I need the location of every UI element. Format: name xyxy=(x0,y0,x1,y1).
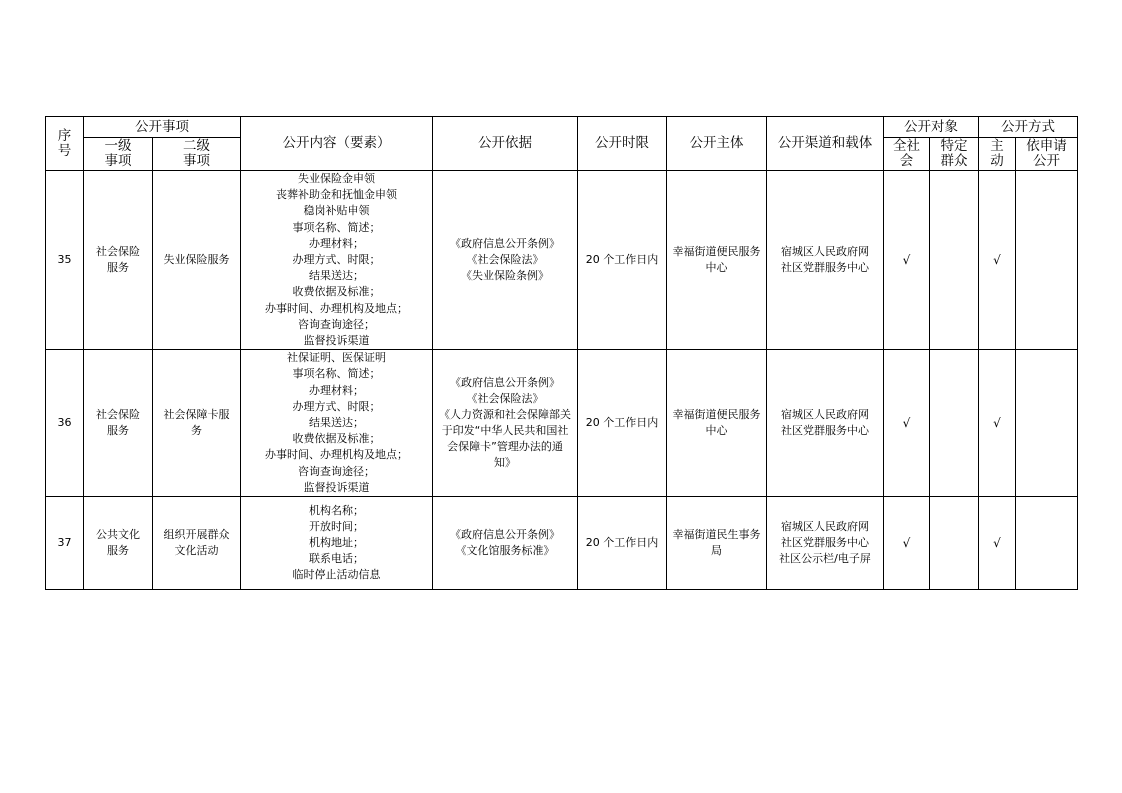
header-target: 公开对象 xyxy=(884,117,979,138)
row-time-limit: 20 个工作日内 xyxy=(578,497,667,590)
row-active-check: √ xyxy=(979,171,1016,350)
row-channel: 宿城区人民政府网 社区党群服务中心 社区公示栏/电子屏 xyxy=(767,497,884,590)
row-level1: 社会保险服务 xyxy=(84,171,153,350)
row-level2: 社会保障卡服务 xyxy=(153,350,241,497)
disclosure-table xyxy=(45,116,1078,590)
row-basis: 《政府信息公开条例》 《社会保险法》 《人力资源和社会保障部关于印发“中华人民共和国社会保障卡”管理办法的通知》 xyxy=(433,350,578,497)
row-level2: 组织开展群众文化活动 xyxy=(153,497,241,590)
header-seq: 序号 xyxy=(46,117,84,171)
row-apply-check xyxy=(1016,350,1078,497)
row-level1: 社会保险服务 xyxy=(84,350,153,497)
row-all-society-check: √ xyxy=(884,171,930,350)
row-channel: 宿城区人民政府网 社区党群服务中心 xyxy=(767,171,884,350)
header-level2: 二级事项 xyxy=(153,138,241,171)
row-level2: 失业保险服务 xyxy=(153,171,241,350)
header-method-active: 主动 xyxy=(979,138,1016,171)
header-time-limit: 公开时限 xyxy=(578,117,667,171)
row-subject: 幸福街道便民服务中心 xyxy=(667,171,767,350)
header-target-specific: 特定群众 xyxy=(930,138,979,171)
table-row xyxy=(46,350,1078,497)
header-method-apply: 依申请公开 xyxy=(1016,138,1078,171)
header-content: 公开内容（要素） xyxy=(241,117,433,171)
row-all-society-check: √ xyxy=(884,497,930,590)
table-row xyxy=(46,497,1078,590)
row-time-limit: 20 个工作日内 xyxy=(578,350,667,497)
row-content: 社保证明、医保证明 事项名称、简述； 办理材料； 办理方式、时限； 结果送达； 收费依据及标准； 办事时间、办理机构及地点； 咨询查询途径； 监督投诉渠道 xyxy=(241,350,433,497)
header-target-all: 全社会 xyxy=(884,138,930,171)
header-public-items: 公开事项 xyxy=(84,117,241,138)
row-content: 机构名称； 开放时间； 机构地址； 联系电话； 临时停止活动信息 xyxy=(241,497,433,590)
row-seq: 36 xyxy=(46,350,84,497)
row-channel: 宿城区人民政府网 社区党群服务中心 xyxy=(767,350,884,497)
row-apply-check xyxy=(1016,171,1078,350)
header-subject: 公开主体 xyxy=(667,117,767,171)
row-basis: 《政府信息公开条例》 《文化馆服务标准》 xyxy=(433,497,578,590)
header-channel: 公开渠道和载体 xyxy=(767,117,884,171)
row-level1: 公共文化服务 xyxy=(84,497,153,590)
row-active-check: √ xyxy=(979,497,1016,590)
row-active-check: √ xyxy=(979,350,1016,497)
row-subject: 幸福街道便民服务中心 xyxy=(667,350,767,497)
row-specific-check xyxy=(930,171,979,350)
row-content: 失业保险金申领 丧葬补助金和抚恤金申领 稳岗补贴申领 事项名称、简述； 办理材料； 办理方式、时限； 结果送达； 收费依据及标准； 办事时间、办理机构及地点； 咨询查询途径； 监督投诉渠道 xyxy=(241,171,433,350)
row-all-society-check: √ xyxy=(884,350,930,497)
row-basis: 《政府信息公开条例》 《社会保险法》 《失业保险条例》 xyxy=(433,171,578,350)
row-subject: 幸福街道民生事务局 xyxy=(667,497,767,590)
table-row xyxy=(46,171,1078,350)
row-time-limit: 20 个工作日内 xyxy=(578,171,667,350)
row-specific-check xyxy=(930,497,979,590)
row-seq: 37 xyxy=(46,497,84,590)
row-specific-check xyxy=(930,350,979,497)
header-level1: 一级事项 xyxy=(84,138,153,171)
row-seq: 35 xyxy=(46,171,84,350)
row-apply-check xyxy=(1016,497,1078,590)
header-basis: 公开依据 xyxy=(433,117,578,171)
header-method: 公开方式 xyxy=(979,117,1078,138)
